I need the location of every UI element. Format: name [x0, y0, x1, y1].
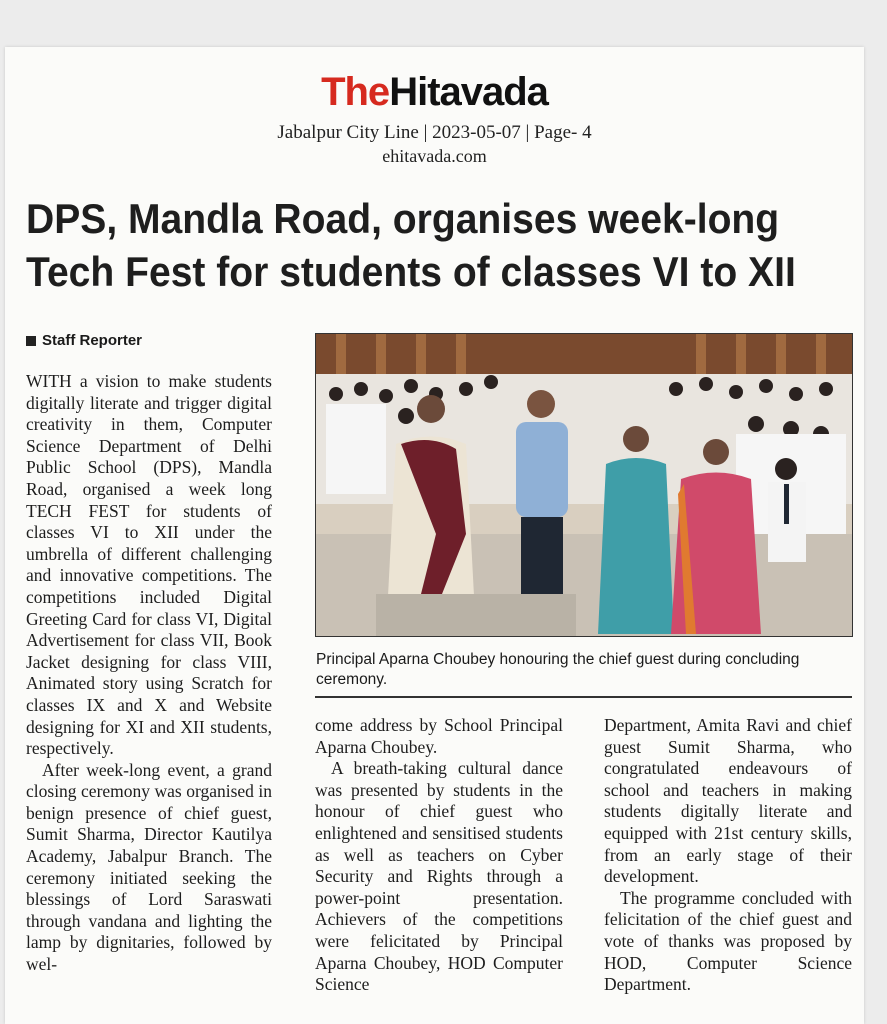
article-column-2 [315, 715, 563, 996]
headline-line-2: Tech Fest for students of classes VI to XII [26, 248, 796, 295]
paragraph: The programme concluded with felicitation of the chief guest and vote of thanks was proposed by HOD, Computer Science Department. [604, 887, 852, 995]
news-photo [315, 333, 853, 637]
headline-line-1: DPS, Mandla Road, organises week-long [26, 195, 780, 242]
masthead-logo: TheHitavada [321, 70, 548, 114]
website-link[interactable]: ehitavada.com [382, 146, 487, 166]
curtain-backdrop [316, 334, 852, 374]
article-column-3 [604, 715, 852, 996]
byline: Staff Reporter [26, 331, 142, 351]
headline [26, 192, 798, 298]
byline-square-icon [26, 336, 36, 346]
edition-line: Jabalpur City Line | 2023-05-07 | Page- 4 [277, 122, 592, 143]
paragraph: WITH a vision to make students digitally literate and trigger digital creativity in them, Computer Science Department of Delhi Public School (DPS), Mandla Road, organised a week long TECH FEST for students of classes VI to XII under the umbrella of different challenging and innovative competitions. The competitions included Digital Greeting Card for class VI, Digital Advertisement for class VII, Book Jacket designing for class VIII, Animated story using Scratch for classes IX and X and Website designing for XI and XII students, respectively. [26, 371, 272, 759]
newspaper-clipping [5, 47, 864, 1024]
article-column-1 [26, 371, 272, 976]
caption-divider [315, 696, 852, 698]
paragraph: Department, Amita Ravi and chief guest Sumit Sharma, who congratulated endeavours of school and teachers in making students digitally literate and equipped with 21st century skills, from an early stage of their development. [604, 715, 852, 887]
photo-illustration [316, 334, 852, 636]
photo-caption: Principal Aparna Choubey honouring the chief guest during concluding ceremony. [316, 651, 800, 688]
person-chief-guest [516, 390, 568, 627]
paragraph: After week-long event, a grand closing ceremony was organised in benign presence of chief guest, Sumit Sharma, Director Kautilya Academy, Jabalpur Branch. The ceremony initiated seeking the blessings of Lord Saraswati through vandana and lighting the lamp by dignitaries, followed by wel- [26, 759, 272, 975]
paragraph: come address by School Principal Aparna Choubey. [315, 715, 563, 757]
paragraph: A breath-taking cultural dance was presented by students in the honour of chief guest who enlightened and sensitised students as well as teachers on Cyber Security and Rights through a power-point presentation. Achievers of the competitions were felicitated by Principal Aparna Choubey, HOD Computer Science [315, 758, 563, 995]
